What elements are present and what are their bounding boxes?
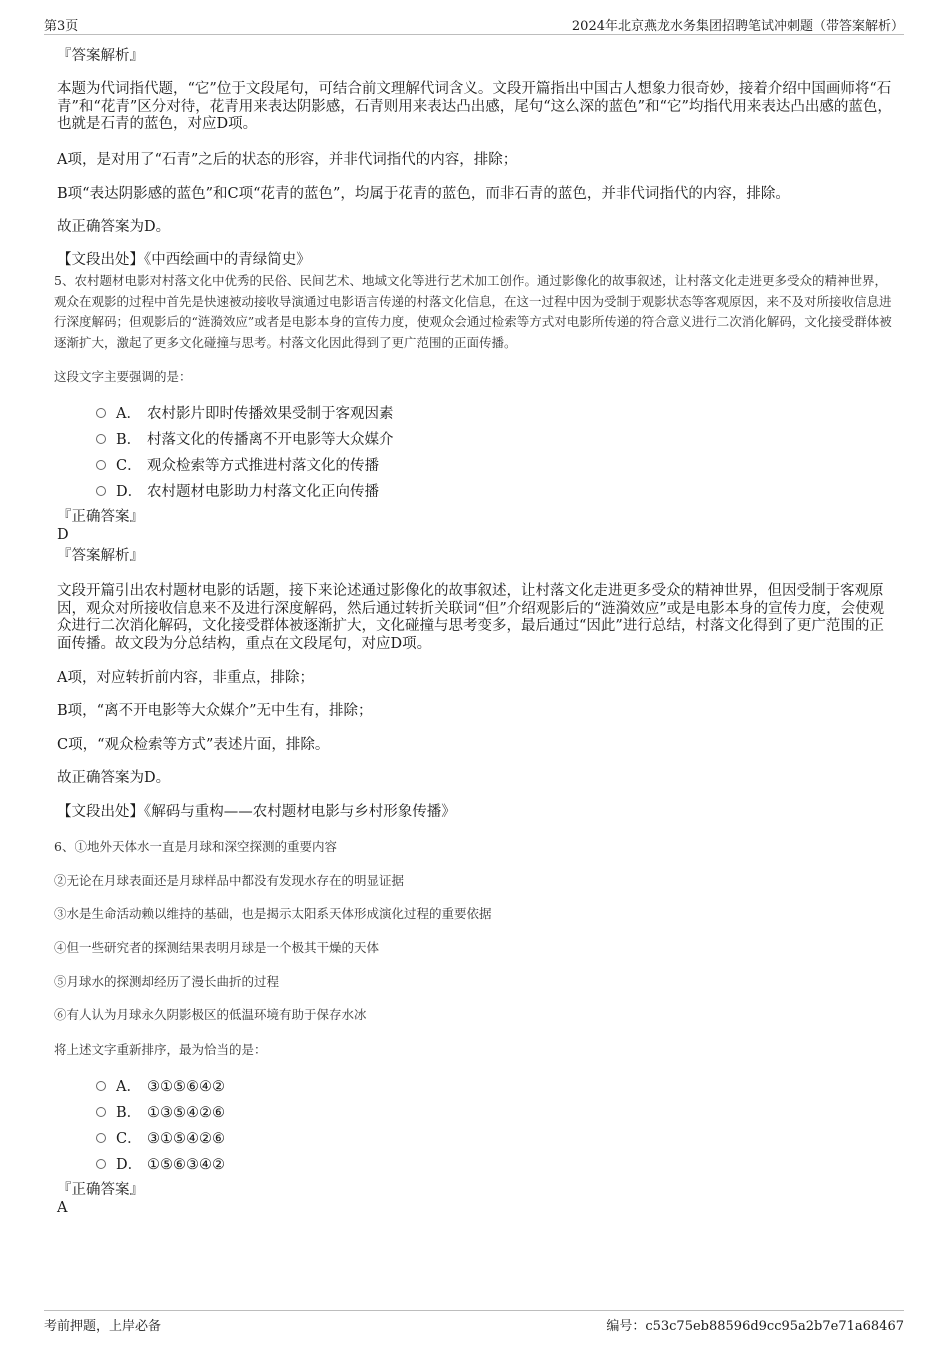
q6-sentence-4: ④但一些研究者的探测结果表明月球是一个极其干燥的天体 [54, 940, 380, 955]
radio-icon[interactable] [96, 1133, 106, 1143]
question-5-stem: 5、农村题材电影对村落文化中优秀的民俗、民间艺术、地域文化等进行艺术加工创作。通过影像化的故事叙述，让村落文化走进更多受众的精神世界，观众在观影的过程中首先是快速被动接收导演通过电影语言传递的村落文化信息，在这一过程中因为受制于观影状态等客观原因，来不及对所接收信息进行深度解码；但观影后的“涟漪效应”或者是电影本身的宣传力度，使观众会通过检索等方式对电影所传递的符合意义进行二次消化解码，文化接受群体被逐渐扩大，激起了更多文化碰撞与思考。村落文化因此得到了更广范围的正面传播。 [54, 273, 892, 350]
q6-answer-label: 『正确答案』 [57, 1182, 144, 1198]
q6-option-d[interactable]: D． ①⑤⑥③④② [96, 1153, 225, 1174]
page-header [44, 12, 904, 35]
q5-option-a[interactable]: A． 农村影片即时传播效果受制于客观因素 [96, 402, 394, 423]
q5-option-b[interactable]: B． 村落文化的传播离不开电影等大众媒介 [96, 428, 394, 449]
q5-answer: D [57, 527, 69, 543]
radio-icon[interactable] [96, 1159, 106, 1169]
radio-icon[interactable] [96, 434, 106, 444]
q5-source: 【文段出处】《解码与重构——农村题材电影与乡村形象传播》 [57, 804, 456, 820]
q6-sentence-2: ②无论在月球表面还是月球样品中都没有发现水存在的明显证据 [54, 873, 405, 888]
question-5-prompt: 这段文字主要强调的是： [54, 369, 192, 384]
q5-analysis-label: 『答案解析』 [57, 548, 144, 564]
q5-option-d[interactable]: D． 农村题材电影助力村落文化正向传播 [96, 480, 379, 501]
q6-answer: A [57, 1200, 68, 1216]
q6-sentence-1: 6、①地外天体水一直是月球和深空探测的重要内容 [54, 839, 337, 854]
q5-analysis-b: B项，“离不开电影等大众媒介”无中生有，排除； [57, 703, 373, 719]
q5-analysis-text: 文段开篇引出农村题材电影的话题，接下来论述通过影像化的故事叙述，让村落文化走进更多受众的精神世界，但因受制于客观原因，观众对所接收信息来不及进行深度解码，然后通过转折关联词“但”介绍观影后的“涟漪效应”或是电影本身的宣传力度，会使观众进行二次消化解码，文化接受群体被逐渐扩大，文化碰撞与思考变多，最后通过“因此”进行总结，村落文化得到了更广范围的正面传播。故文段为分总结构，重点在文段尾句，对应D项。 [57, 583, 885, 652]
analysis-text: 本题为代词指代题，“它”位于文段尾句，可结合前文理解代词含义。文段开篇指出中国古人想象力很奇妙，接着介绍中国画师将“石青”和“花青”区分对待，花青用来表达阴影感，石青则用来表达凸出感，尾句“这么深的蓝色”和“它”均指代用来表达凸出感的蓝色，也就是石青的蓝色，对应D项。 [57, 81, 892, 132]
q5-analysis-c: C项，“观众检索等方式”表述片面，排除。 [57, 737, 330, 753]
q6-option-c[interactable]: C． ③①⑤④②⑥ [96, 1127, 225, 1148]
q6-option-b[interactable]: B． ①③⑤④②⑥ [96, 1101, 225, 1122]
q6-sentence-5: ⑤月球水的探测却经历了漫长曲折的过程 [54, 974, 280, 989]
radio-icon[interactable] [96, 1107, 106, 1117]
q6-prompt: 将上述文字重新排序，最为恰当的是： [54, 1042, 267, 1057]
analysis-label: 『答案解析』 [57, 48, 144, 64]
q5-conclusion: 故正确答案为D。 [57, 770, 171, 786]
q5-option-c[interactable]: C． 观众检索等方式推进村落文化的传播 [96, 454, 379, 475]
q6-option-a[interactable]: A． ③①⑤⑥④② [96, 1075, 225, 1096]
q6-sentence-3: ③水是生命活动赖以维持的基础，也是揭示太阳系天体形成演化过程的重要依据 [54, 906, 492, 921]
page-number: 第3页 [44, 19, 79, 34]
document-code: 编号：c53c75eb88596d9cc95a2b7e71a68467 [606, 1319, 904, 1334]
q5-answer-label: 『正确答案』 [57, 509, 144, 525]
q6-sentence-6: ⑥有人认为月球永久阴影极区的低温环境有助于保存水冰 [54, 1007, 367, 1022]
analysis-option-bc: B项“表达阴影感的蓝色”和C项“花青的蓝色”，均属于花青的蓝色，而非石青的蓝色，并非代词指代的内容，排除。 [57, 186, 790, 202]
analysis-conclusion: 故正确答案为D。 [57, 219, 171, 235]
passage-source: 【文段出处】《中西绘画中的青绿简史》 [57, 252, 311, 268]
analysis-option-a: A项，是对用了“石青”之后的状态的形容，并非代词指代的内容，排除； [57, 152, 518, 168]
q5-analysis-a: A项，对应转折前内容，非重点，排除； [57, 670, 314, 686]
footer-slogan: 考前押题，上岸必备 [44, 1319, 162, 1334]
radio-icon[interactable] [96, 408, 106, 418]
radio-icon[interactable] [96, 460, 106, 470]
radio-icon[interactable] [96, 1081, 106, 1091]
document-title: 2024年北京燕龙水务集团招聘笔试冲刺题（带答案解析） [571, 19, 904, 34]
page-footer [44, 1310, 904, 1335]
radio-icon[interactable] [96, 486, 106, 496]
